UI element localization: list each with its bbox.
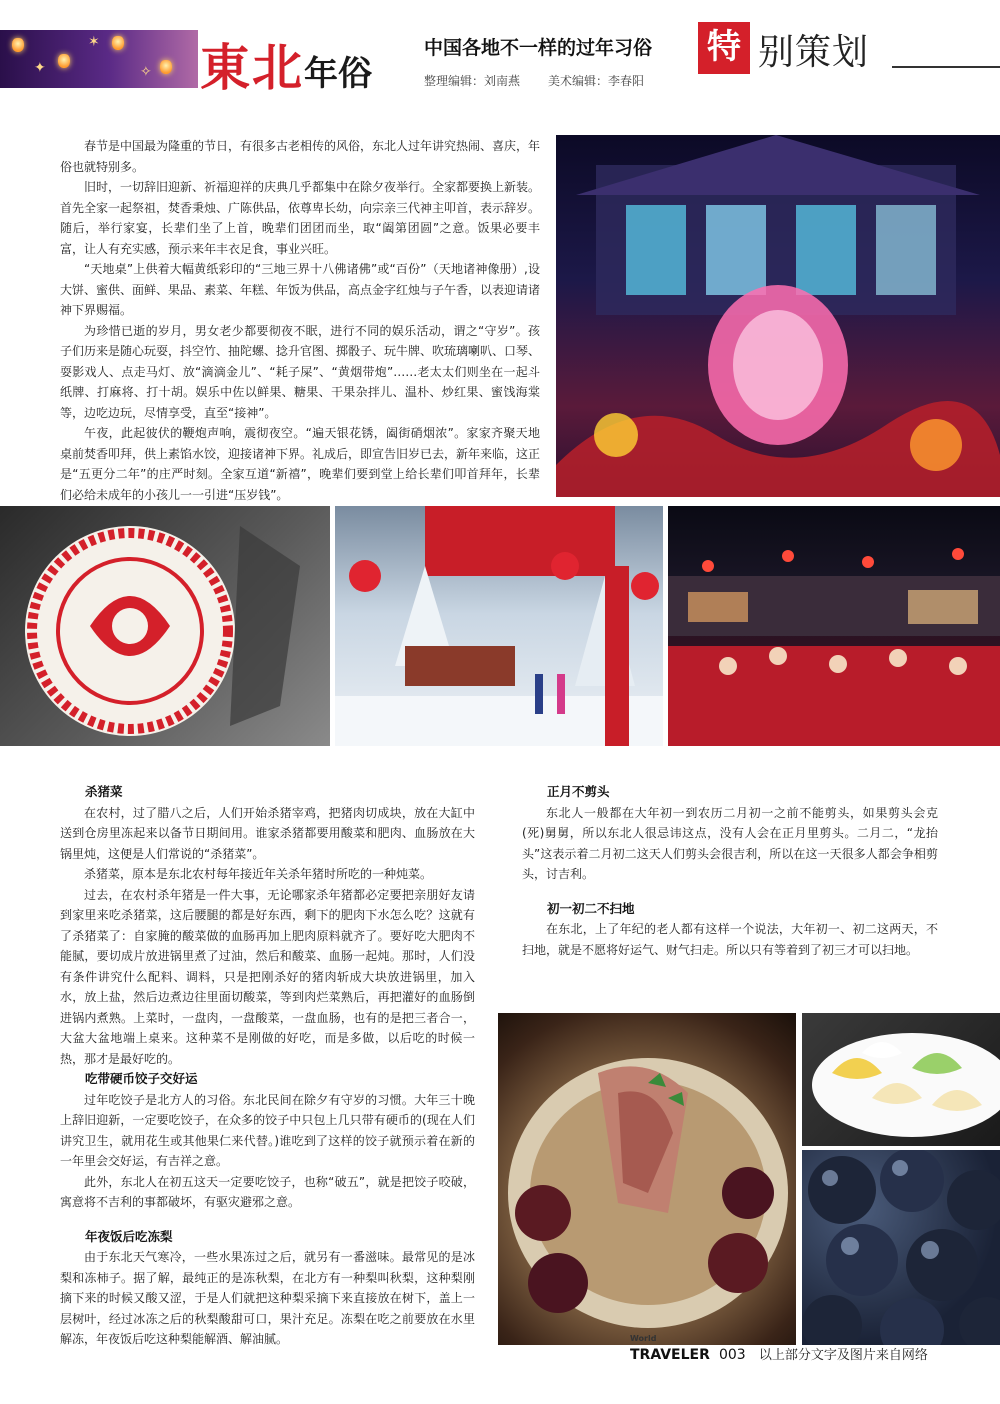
article-paragraph: 由于东北天气寒冷，一些水果冻过之后，就另有一番滋味。最常见的是冰梨和冻柿子。据了解，最纯正的是冻秋梨，在北方有一种梨叫秋梨，这种梨刚摘下来的时候又酸又涩，于是人们就把这种梨采摘下来直接放在树下，盖上一层树叶，经过冰冻之后的秋梨酸甜可口，果汁充足。冻梨在吃之前要放在水里解冻，年夜饭后吃这种梨能解酒、解油腻。	[60, 1250, 475, 1346]
page-number: 003	[718, 1347, 746, 1363]
spacer	[60, 1213, 475, 1227]
article-paragraph: 此外，东北人在初五这天一定要吃饺子，也称“破五”，就是把饺子咬破，寓意将不吉利的事都破坏，有驱灾避邪之意。	[60, 1174, 475, 1209]
section-title-frozen-pears: 年夜饭后吃冻梨	[85, 1228, 173, 1244]
intro-paragraph: 为珍惜已逝的岁月，男女老少都要彻夜不眠，进行不同的娱乐活动，谓之“守岁”。孩子们历来是随心玩耍，抖空竹、抽陀螺、捻升官图、掷骰子、玩牛牌、吹琉璃喇叭、口琴、耍影戏人、点走马灯、放“滴滴金儿”、“耗子屎”、“黄烟带炮”……老太太们则坐在一起斗纸牌、打麻将、打十胡。娱乐中佐以鲜果、糖果、干果杂拌儿、温朴、炒红果、蜜饯海棠等，边吃边玩，尽情享受，直至“接神”。	[60, 323, 541, 420]
spacer	[522, 885, 938, 899]
firework-icon: ✧	[140, 64, 152, 80]
right-article-column	[522, 782, 938, 960]
editor-credit: 整理编辑：刘南燕	[424, 74, 521, 88]
section-title-coin-dumplings: 吃带硬币饺子交好运	[85, 1071, 198, 1086]
header-divider	[892, 66, 1000, 68]
page-footer	[630, 1334, 928, 1363]
section-title-no-sweeping: 初一初二不扫地	[547, 900, 635, 916]
header-banner-image	[0, 30, 198, 88]
source-note: 以上部分文字及图片来自网络	[758, 1348, 928, 1363]
intro-paragraph: 午夜，此起彼伏的鞭炮声响，震彻夜空。“遍天银花锈，阖街硝烟浓”。家家齐聚天地桌前焚香叩拜，供上素馅水饺，迎接诸神下界。礼成后，即宣告旧岁已去，新年来临，这正是“五更分二年”的庄严时刻。全家互道“新禧”，晚辈们要到堂上给长辈们叩首拜年，长辈们必给未成年的小孩儿一一引进“压岁钱”。	[60, 426, 541, 502]
intro-paragraph: “天地桌”上供着大幅黄纸彩印的“三地三界十八佛诸佛”或“百份”（天地诸神像册）,设大饼、蜜供、面鲜、果品、素菜、年糕、年饭为供品，高点金字红烛与子午香，以表迎请诸神下界赐福。	[60, 262, 541, 317]
article-paragraph: 过年吃饺子是北方人的习俗。东北民间在除夕有守岁的习惯。大年三十晚上辞旧迎新，一定要吃饺子，在众多的饺子中只包上几只带有硬币的(现在人们讲究卫生，就用花生或其他果仁来代替。)谁吃到了这样的饺子就预示着在新的一年里会交好运，有吉祥之意。	[60, 1092, 475, 1168]
sky-lantern-icon	[12, 38, 24, 52]
frozen-pears-photo	[802, 1150, 1000, 1345]
article-paragraph: 在东北，上了年纪的老人都有这样一个说法，大年初一、初二这两天，不扫地，就是不愿将好运气、财气扫走。所以只有等着到了初三才可以扫地。	[522, 922, 938, 957]
article-paragraph: 杀猪菜，原本是东北农村每年接近年关杀年猪时所吃的一种炖菜。	[84, 867, 433, 881]
art-credit: 美术编辑：李春阳	[548, 74, 645, 88]
snowy-lantern-street-photo	[335, 506, 663, 746]
stew-illustration	[498, 1013, 796, 1345]
dumplings-illustration	[802, 1013, 1000, 1146]
magazine-brand: TRAVELER	[630, 1347, 710, 1363]
snow-illustration	[335, 506, 663, 746]
sky-lantern-icon	[58, 54, 70, 68]
intro-article	[60, 136, 540, 505]
papercut-photo	[0, 506, 330, 746]
sky-lantern-icon	[160, 60, 172, 74]
intro-paragraph: 旧时，一切辞旧迎新、祈福迎祥的庆典几乎都集中在除夕夜举行。全家都要换上新装。首先全家一起祭祖，焚香秉烛、广陈供品，依尊卑长幼，向宗亲三代神主叩首，表示辞岁。随后，举行家宴，长辈们坐了上首，晚辈们团团而坐，取“阖第团圆”之意。饭果必要丰富，让人有充实感，预示来年丰衣足食，事业兴旺。	[60, 180, 541, 256]
festival-illustration	[556, 135, 1000, 497]
pig-stew-dish-photo	[498, 1013, 796, 1345]
special-feature-label: 别策划	[758, 32, 870, 73]
intro-paragraph: 春节是中国最为隆重的节日，有很多古老相传的风俗，东北人过年讲究热闹、喜庆，年俗也就特别多。	[60, 139, 541, 174]
firework-icon: ✦	[34, 60, 46, 76]
title-northeast: 東北	[200, 38, 304, 97]
frozen-pears-illustration	[802, 1150, 1000, 1345]
page-title	[200, 28, 372, 100]
article-paragraph: 过去，在农村杀年猪是一件大事，无论哪家杀年猪都必定要把亲朋好友请到家里来吃杀猪菜，这后腰腿的都是好东西，剩下的肥肉下水怎么吃？这就有了杀猪菜了：自家腌的酸菜做的血肠再加上肥肉原料就齐了。要好吃大肥肉不能腻，要切成片放进锅里煮了过油，然后和酸菜、血肠一起炖。那时，人们没有条件讲究什么配料、调料，只是把刚杀好的猪肉斩成大块放进锅里，加入水，放上盐，然后边煮边往里面切酸菜，等到肉烂菜熟后，再把灌好的血肠倒进锅内煮熟。上菜时，一盘肉，一盘酸菜，一盘血肠，也有的是把三者合一，大盆大盆地端上桌来。这种菜不是刚做的好吃，而是多做，以后吃的时候一热，那才是最好吃的。	[60, 887, 475, 1066]
section-title-pig-stew: 杀猪菜	[85, 784, 123, 799]
firework-icon: ✶	[88, 34, 100, 50]
credits	[424, 72, 644, 89]
night-crowd-celebration-photo	[668, 506, 1000, 746]
magazine-world-label: World	[630, 1334, 657, 1343]
dumplings-photo	[802, 1013, 1000, 1146]
article-paragraph: 东北人一般都在大年初一到农历二月初一之前不能剪头，如果剪头会克(死)舅舅，所以东北人很忌讳这点，没有人会在正月里剪头。二月二，“龙抬头”这表示着二月初二这天人们剪头会很吉利，所以在这一天很多人都会争相剪头，讨吉利。	[522, 805, 938, 881]
ice-lantern-festival-photo	[556, 135, 1000, 497]
article-paragraph: 在农村，过了腊八之后，人们开始杀猪宰鸡，把猪肉切成块，放在大缸中送到仓房里冻起来以备节日期间用。谁家杀猪都要用酸菜和肥肉、血肠放在大锅里炖，这便是人们常说的“杀猪菜”。	[60, 805, 475, 861]
title-new-year-customs: 年俗	[304, 54, 372, 94]
section-title-no-haircut: 正月不剪头	[547, 784, 610, 799]
left-article-column	[60, 782, 475, 1350]
papercut-illustration	[0, 506, 330, 746]
crowd-illustration	[668, 506, 1000, 746]
sky-lantern-icon	[112, 36, 124, 50]
page-subtitle: 中国各地不一样的过年习俗	[424, 37, 653, 59]
special-badge: 特	[698, 22, 750, 74]
